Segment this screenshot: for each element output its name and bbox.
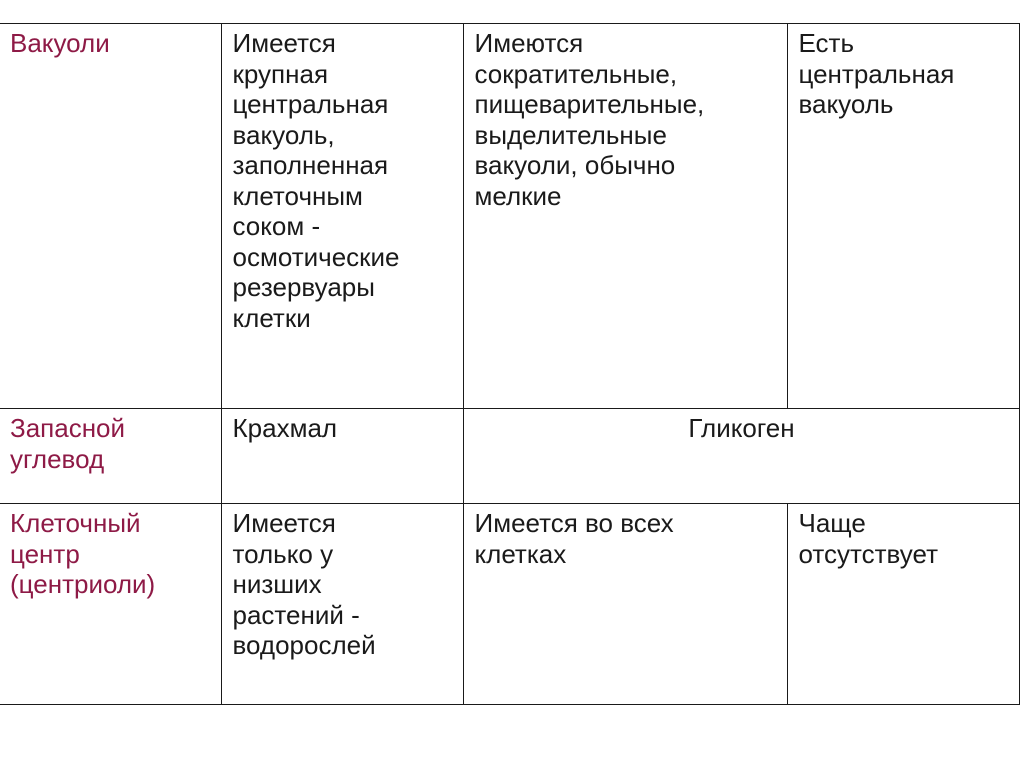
table-cell-plants-cell-center: Имеется только у низших растений - водорослей: [221, 504, 463, 705]
row-header-storage-carbohydrate: Запасной углевод: [0, 409, 221, 504]
table-cell-animals-vacuoles: Имеются сократительные, пищеварительные, выделительные вакуоли, обычно мелкие: [463, 24, 787, 409]
table-cell-animals-fungi-carbohydrate: Гликоген: [463, 409, 1019, 504]
table-cell-plants-vacuoles: Имеется крупная центральная вакуоль, заполненная клеточным соком - осмотические резервуары клетки: [221, 24, 463, 409]
table-row-storage-carbohydrate: [0, 409, 1019, 504]
table-cell-fungi-vacuoles: Есть центральная вакуоль: [787, 24, 1019, 409]
comparison-table: [0, 23, 1020, 705]
table-cell-animals-cell-center: Имеется во всех клетках: [463, 504, 787, 705]
row-header-cell-center: Клеточный центр (центриоли): [0, 504, 221, 705]
table-cell-fungi-cell-center: Чаще отсутствует: [787, 504, 1019, 705]
row-header-vacuoles: Вакуоли: [0, 24, 221, 409]
table-row-cell-center: [0, 504, 1019, 705]
table-row-vacuoles: [0, 24, 1019, 409]
table-cell-plants-carbohydrate: Крахмал: [221, 409, 463, 504]
